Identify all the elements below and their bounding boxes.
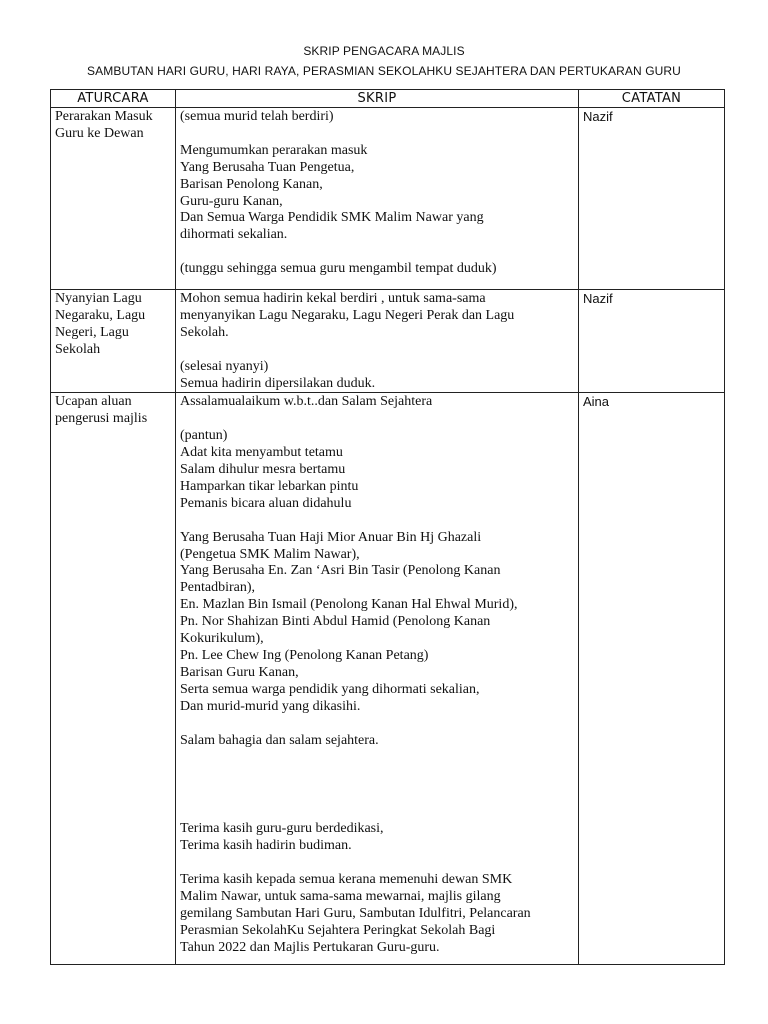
skrip-line: Yang Berusaha En. Zan ‘Asri Bin Tasir (Penolong Kanan — [180, 563, 501, 579]
script-table — [50, 89, 725, 965]
skrip-line: Tahun 2022 dan Majlis Pertukaran Guru-guru. — [180, 939, 440, 955]
aturcara-line: Nyanyian Lagu — [55, 291, 142, 306]
skrip-line: (selesai nyanyi) — [180, 358, 269, 374]
document-title: SKRIP PENGACARA MAJLIS — [303, 44, 465, 58]
aturcara-line: Sekolah — [55, 341, 101, 357]
aturcara-line: pengerusi majlis — [55, 411, 148, 427]
skrip-cell — [176, 108, 579, 290]
aturcara-line: Negeri, Lagu — [55, 324, 129, 340]
skrip-line: Pn. Nor Shahizan Binti Abdul Hamid (Penolong Kanan — [180, 614, 491, 630]
skrip-line: Pentadbiran), — [180, 580, 256, 596]
skrip-line: (pantun) — [180, 428, 228, 444]
skrip-cell — [176, 393, 579, 965]
skrip-line: Salam bahagia dan salam sejahtera. — [180, 732, 379, 748]
skrip-line: Hamparkan tikar lebarkan pintu — [180, 478, 359, 494]
aturcara-line: Guru ke Dewan — [55, 125, 144, 141]
catatan-cell: Aina — [579, 393, 725, 965]
skrip-line: Perasmian SekolahKu Sejahtera Peringkat Sekolah Bagi — [180, 922, 496, 938]
skrip-line: Barisan Guru Kanan, — [180, 664, 299, 680]
skrip-line: Salam dihulur mesra bertamu — [180, 462, 346, 478]
skrip-cell — [176, 290, 579, 393]
skrip-line: Mengumumkan perarakan masuk — [180, 142, 368, 158]
skrip-line: menyanyikan Lagu Negaraku, Lagu Negeri Perak dan Lagu — [180, 307, 515, 323]
aturcara-cell — [51, 393, 176, 965]
catatan-cell: Nazif — [579, 290, 725, 393]
skrip-line: (tunggu sehingga semua guru mengambil tempat duduk) — [180, 261, 497, 277]
skrip-line: Terima kasih kepada semua kerana memenuhi dewan SMK — [180, 872, 513, 888]
column-header-catatan: CATATAN — [579, 90, 725, 108]
skrip-line: Yang Berusaha Tuan Pengetua, — [180, 159, 355, 175]
aturcara-line: Negaraku, Lagu — [55, 307, 146, 323]
skrip-line: Semua hadirin dipersilakan duduk. — [180, 375, 376, 391]
skrip-line: Kokurikulum), — [180, 631, 264, 647]
skrip-line: Mohon semua hadirin kekal berdiri , untuk sama-sama — [180, 291, 486, 306]
skrip-line: Terima kasih guru-guru berdedikasi, — [180, 821, 384, 837]
skrip-line: (semua murid telah berdiri) — [180, 109, 334, 124]
skrip-line: Pn. Lee Chew Ing (Penolong Kanan Petang) — [180, 647, 429, 663]
skrip-line: (Pengetua SMK Malim Nawar), — [180, 546, 360, 562]
skrip-line: Serta semua warga pendidik yang dihormati sekalian, — [180, 681, 480, 697]
skrip-line: Barisan Penolong Kanan, — [180, 176, 323, 192]
catatan-cell: Nazif — [579, 108, 725, 290]
table-row — [51, 393, 725, 965]
skrip-line: Dan murid-murid yang dikasihi. — [180, 698, 361, 714]
table-row — [51, 108, 725, 290]
skrip-line: dihormati sekalian. — [180, 227, 288, 243]
skrip-line: Malim Nawar, untuk sama-sama mewarnai, majlis gilang — [180, 889, 501, 905]
skrip-line: Yang Berusaha Tuan Haji Mior Anuar Bin Hj Ghazali — [180, 529, 482, 545]
skrip-line: Terima kasih hadirin budiman. — [180, 838, 352, 854]
aturcara-cell — [51, 290, 176, 393]
table-row — [51, 290, 725, 393]
skrip-line: gemilang Sambutan Hari Guru, Sambutan Idulfitri, Pelancaran — [180, 905, 531, 921]
skrip-line: En. Mazlan Bin Ismail (Penolong Kanan Hal Ehwal Murid), — [180, 597, 518, 613]
aturcara-cell — [51, 108, 176, 290]
document-subtitle: SAMBUTAN HARI GURU, HARI RAYA, PERASMIAN SEKOLAHKU SEJAHTERA DAN PERTUKARAN GURU — [87, 64, 681, 78]
skrip-line: Dan Semua Warga Pendidik SMK Malim Nawar yang — [180, 210, 484, 226]
skrip-line: Adat kita menyambut tetamu — [180, 445, 343, 461]
skrip-line: Assalamualaikum w.b.t..dan Salam Sejahtera — [180, 394, 433, 410]
column-header-skrip: SKRIP — [176, 90, 579, 108]
skrip-line: Pemanis bicara aluan didahulu — [180, 495, 352, 511]
skrip-line: Sekolah. — [180, 324, 229, 340]
column-header-aturcara: ATURCARA — [51, 90, 176, 108]
table-header-row — [51, 90, 725, 108]
aturcara-line: Perarakan Masuk — [55, 109, 153, 124]
aturcara-line: Ucapan aluan — [55, 394, 132, 410]
skrip-line: Guru-guru Kanan, — [180, 193, 283, 209]
